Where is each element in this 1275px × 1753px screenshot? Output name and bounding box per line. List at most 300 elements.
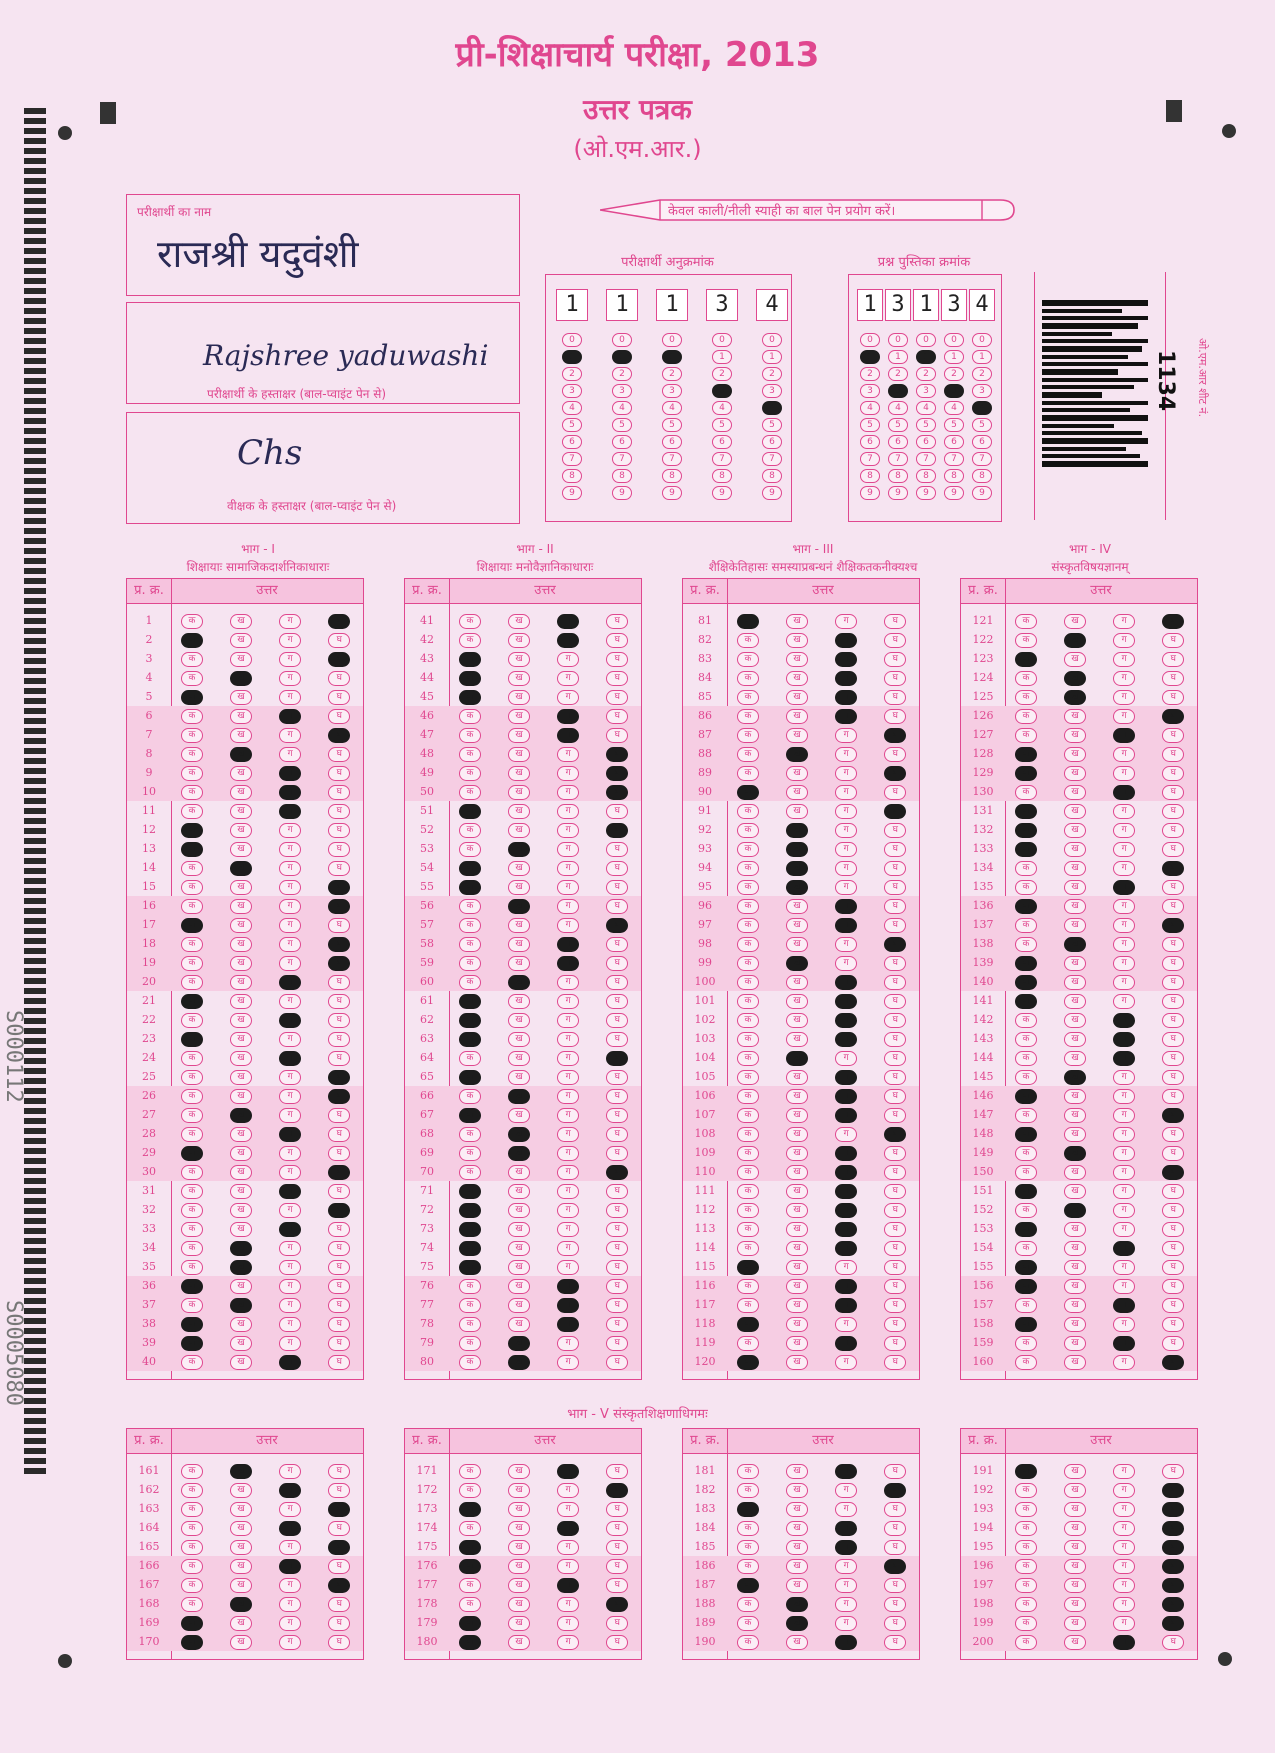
answer-bubble[interactable]: ख	[230, 861, 252, 876]
answer-bubble[interactable]: ख	[1064, 709, 1086, 724]
answer-bubble[interactable]: ग	[279, 1635, 301, 1650]
answer-bubble[interactable]: क	[181, 1051, 203, 1066]
answer-bubble[interactable]: घ	[606, 1597, 628, 1612]
roll-bubble[interactable]: 8	[562, 469, 582, 483]
answer-bubble[interactable]: ख	[230, 1108, 252, 1123]
answer-bubble[interactable]: ख	[508, 1222, 530, 1237]
answer-bubble[interactable]: घ	[606, 1127, 628, 1142]
answer-bubble[interactable]: ख	[786, 728, 808, 743]
answer-bubble[interactable]: ग	[279, 690, 301, 705]
answer-bubble[interactable]: क	[459, 747, 481, 762]
answer-bubble[interactable]: क	[181, 1483, 203, 1498]
answer-bubble[interactable]: ख	[508, 1540, 530, 1555]
answer-bubble[interactable]: क	[181, 1241, 203, 1256]
answer-bubble[interactable]: क	[1015, 899, 1037, 914]
answer-bubble[interactable]: ख	[230, 1203, 252, 1218]
answer-bubble[interactable]: ख	[786, 1578, 808, 1593]
answer-bubble[interactable]: क	[181, 1355, 203, 1370]
answer-bubble[interactable]: ग	[835, 823, 857, 838]
answer-bubble[interactable]: ग	[557, 614, 579, 629]
answer-bubble[interactable]: ख	[786, 1184, 808, 1199]
answer-bubble[interactable]: घ	[606, 1464, 628, 1479]
answer-bubble[interactable]: क	[1015, 1146, 1037, 1161]
answer-bubble[interactable]: ख	[1064, 766, 1086, 781]
answer-bubble[interactable]: क	[459, 728, 481, 743]
answer-bubble[interactable]: ख	[786, 1355, 808, 1370]
answer-bubble[interactable]: ग	[835, 804, 857, 819]
answer-bubble[interactable]: ग	[279, 747, 301, 762]
answer-bubble[interactable]: ख	[230, 899, 252, 914]
answer-bubble[interactable]: क	[737, 747, 759, 762]
answer-bubble[interactable]: क	[459, 1051, 481, 1066]
roll-bubble[interactable]: 8	[762, 469, 782, 483]
answer-bubble[interactable]: घ	[884, 652, 906, 667]
booklet-bubble[interactable]: 4	[860, 401, 880, 415]
answer-bubble[interactable]: क	[181, 975, 203, 990]
answer-bubble[interactable]: ख	[1064, 1127, 1086, 1142]
answer-bubble[interactable]: क	[181, 1540, 203, 1555]
answer-bubble[interactable]: क	[737, 1051, 759, 1066]
answer-bubble[interactable]: ख	[230, 690, 252, 705]
answer-bubble[interactable]: ख	[508, 633, 530, 648]
answer-bubble[interactable]: क	[737, 1635, 759, 1650]
answer-bubble[interactable]: ग	[557, 728, 579, 743]
answer-bubble[interactable]: क	[737, 880, 759, 895]
answer-bubble[interactable]: घ	[606, 1222, 628, 1237]
answer-bubble[interactable]: ख	[508, 1483, 530, 1498]
answer-bubble[interactable]: क	[737, 918, 759, 933]
answer-bubble[interactable]: क	[1015, 747, 1037, 762]
answer-bubble[interactable]: ख	[786, 1165, 808, 1180]
answer-bubble[interactable]: ग	[557, 1279, 579, 1294]
booklet-bubble[interactable]: 2	[916, 367, 936, 381]
answer-bubble[interactable]: ख	[786, 766, 808, 781]
answer-bubble[interactable]: क	[1015, 1578, 1037, 1593]
answer-bubble[interactable]: ग	[279, 975, 301, 990]
answer-bubble[interactable]: ग	[279, 918, 301, 933]
answer-bubble[interactable]: घ	[1162, 1051, 1184, 1066]
roll-bubble[interactable]: 2	[712, 367, 732, 381]
answer-bubble[interactable]: ग	[835, 1260, 857, 1275]
booklet-bubble[interactable]: 8	[916, 469, 936, 483]
answer-bubble[interactable]: ख	[1064, 937, 1086, 952]
answer-bubble[interactable]: ख	[230, 880, 252, 895]
answer-bubble[interactable]: ग	[835, 1597, 857, 1612]
answer-bubble[interactable]: घ	[1162, 918, 1184, 933]
answer-bubble[interactable]: ग	[835, 1635, 857, 1650]
answer-bubble[interactable]: क	[459, 861, 481, 876]
answer-bubble[interactable]: घ	[606, 1013, 628, 1028]
answer-bubble[interactable]: घ	[606, 690, 628, 705]
answer-bubble[interactable]: घ	[884, 1298, 906, 1313]
answer-bubble[interactable]: ख	[786, 747, 808, 762]
booklet-bubble[interactable]: 5	[916, 418, 936, 432]
booklet-bubble[interactable]: 8	[860, 469, 880, 483]
answer-bubble[interactable]: ख	[786, 1317, 808, 1332]
answer-bubble[interactable]: क	[1015, 633, 1037, 648]
answer-bubble[interactable]: क	[181, 1578, 203, 1593]
answer-bubble[interactable]: ग	[557, 937, 579, 952]
answer-bubble[interactable]: क	[737, 937, 759, 952]
answer-bubble[interactable]: ग	[279, 1241, 301, 1256]
answer-bubble[interactable]: क	[181, 899, 203, 914]
answer-bubble[interactable]: ग	[1113, 1336, 1135, 1351]
booklet-bubble[interactable]: 7	[972, 452, 992, 466]
answer-bubble[interactable]: ख	[230, 1578, 252, 1593]
answer-bubble[interactable]: क	[181, 804, 203, 819]
answer-bubble[interactable]: घ	[606, 709, 628, 724]
answer-bubble[interactable]: ख	[786, 633, 808, 648]
answer-bubble[interactable]: ख	[230, 1165, 252, 1180]
answer-bubble[interactable]: क	[459, 1013, 481, 1028]
booklet-bubble[interactable]: 3	[888, 384, 908, 398]
roll-bubble[interactable]: 0	[662, 333, 682, 347]
answer-bubble[interactable]: घ	[1162, 1355, 1184, 1370]
answer-bubble[interactable]: घ	[328, 1578, 350, 1593]
answer-bubble[interactable]: घ	[884, 823, 906, 838]
answer-bubble[interactable]: ग	[279, 861, 301, 876]
answer-bubble[interactable]: घ	[1162, 1032, 1184, 1047]
answer-bubble[interactable]: घ	[328, 785, 350, 800]
answer-bubble[interactable]: ग	[557, 1203, 579, 1218]
answer-bubble[interactable]: ग	[835, 1464, 857, 1479]
answer-bubble[interactable]: घ	[606, 1298, 628, 1313]
answer-bubble[interactable]: ग	[279, 1146, 301, 1161]
answer-bubble[interactable]: ग	[1113, 614, 1135, 629]
answer-bubble[interactable]: ग	[279, 1203, 301, 1218]
answer-bubble[interactable]: क	[737, 1127, 759, 1142]
answer-bubble[interactable]: घ	[606, 652, 628, 667]
answer-bubble[interactable]: क	[1015, 823, 1037, 838]
answer-bubble[interactable]: घ	[606, 804, 628, 819]
answer-bubble[interactable]: क	[459, 823, 481, 838]
answer-bubble[interactable]: ग	[557, 671, 579, 686]
answer-bubble[interactable]: क	[181, 1616, 203, 1631]
answer-bubble[interactable]: घ	[328, 1260, 350, 1275]
answer-bubble[interactable]: क	[181, 1070, 203, 1085]
answer-bubble[interactable]: क	[1015, 1317, 1037, 1332]
answer-bubble[interactable]: घ	[328, 1483, 350, 1498]
answer-bubble[interactable]: ग	[1113, 652, 1135, 667]
answer-bubble[interactable]: घ	[606, 842, 628, 857]
answer-bubble[interactable]: घ	[1162, 880, 1184, 895]
answer-bubble[interactable]: घ	[606, 633, 628, 648]
answer-bubble[interactable]: ग	[835, 1521, 857, 1536]
answer-bubble[interactable]: ख	[786, 956, 808, 971]
roll-bubble[interactable]: 5	[662, 418, 682, 432]
answer-bubble[interactable]: ख	[230, 728, 252, 743]
answer-bubble[interactable]: घ	[606, 918, 628, 933]
answer-bubble[interactable]: घ	[1162, 1184, 1184, 1199]
answer-bubble[interactable]: घ	[328, 1051, 350, 1066]
answer-bubble[interactable]: ग	[557, 1597, 579, 1612]
answer-bubble[interactable]: ग	[557, 1317, 579, 1332]
answer-bubble[interactable]: ग	[1113, 1260, 1135, 1275]
answer-bubble[interactable]: क	[181, 747, 203, 762]
answer-bubble[interactable]: ख	[1064, 785, 1086, 800]
answer-bubble[interactable]: क	[459, 1298, 481, 1313]
answer-bubble[interactable]: ग	[835, 1559, 857, 1574]
roll-bubble[interactable]: 0	[612, 333, 632, 347]
answer-bubble[interactable]: ग	[835, 785, 857, 800]
answer-bubble[interactable]: घ	[884, 918, 906, 933]
answer-bubble[interactable]: घ	[1162, 1222, 1184, 1237]
answer-bubble[interactable]: ग	[1113, 1616, 1135, 1631]
answer-bubble[interactable]: घ	[606, 1146, 628, 1161]
answer-bubble[interactable]: घ	[328, 1127, 350, 1142]
answer-bubble[interactable]: ग	[1113, 1089, 1135, 1104]
answer-bubble[interactable]: घ	[1162, 937, 1184, 952]
answer-bubble[interactable]: घ	[884, 1203, 906, 1218]
answer-bubble[interactable]: क	[459, 785, 481, 800]
answer-bubble[interactable]: घ	[328, 1222, 350, 1237]
answer-bubble[interactable]: ग	[1113, 861, 1135, 876]
roll-bubble[interactable]: 7	[662, 452, 682, 466]
answer-bubble[interactable]: ग	[557, 766, 579, 781]
booklet-bubble[interactable]: 0	[944, 333, 964, 347]
roll-bubble[interactable]: 6	[762, 435, 782, 449]
answer-bubble[interactable]: ख	[230, 804, 252, 819]
answer-bubble[interactable]: क	[459, 633, 481, 648]
answer-bubble[interactable]: ग	[557, 633, 579, 648]
answer-bubble[interactable]: ग	[835, 1241, 857, 1256]
answer-bubble[interactable]: घ	[606, 747, 628, 762]
answer-bubble[interactable]: ग	[279, 1616, 301, 1631]
answer-bubble[interactable]: क	[459, 1241, 481, 1256]
answer-bubble[interactable]: ग	[1113, 766, 1135, 781]
answer-bubble[interactable]: घ	[328, 1355, 350, 1370]
answer-bubble[interactable]: घ	[1162, 690, 1184, 705]
answer-bubble[interactable]: क	[181, 918, 203, 933]
answer-bubble[interactable]: ख	[786, 1464, 808, 1479]
answer-bubble[interactable]: क	[181, 1635, 203, 1650]
booklet-bubble[interactable]: 7	[916, 452, 936, 466]
answer-bubble[interactable]: ग	[279, 1597, 301, 1612]
answer-bubble[interactable]: ग	[279, 899, 301, 914]
answer-bubble[interactable]: क	[459, 1502, 481, 1517]
answer-bubble[interactable]: ख	[1064, 747, 1086, 762]
answer-bubble[interactable]: ग	[557, 1222, 579, 1237]
answer-bubble[interactable]: क	[1015, 1032, 1037, 1047]
booklet-bubble[interactable]: 3	[916, 384, 936, 398]
answer-bubble[interactable]: ग	[1113, 1203, 1135, 1218]
answer-bubble[interactable]: ग	[835, 1355, 857, 1370]
answer-bubble[interactable]: ख	[1064, 1013, 1086, 1028]
answer-bubble[interactable]: घ	[1162, 785, 1184, 800]
answer-bubble[interactable]: ग	[835, 1540, 857, 1555]
answer-bubble[interactable]: ख	[1064, 1070, 1086, 1085]
answer-bubble[interactable]: ग	[557, 1483, 579, 1498]
answer-bubble[interactable]: ख	[786, 937, 808, 952]
answer-bubble[interactable]: ग	[557, 1355, 579, 1370]
answer-bubble[interactable]: ख	[230, 975, 252, 990]
answer-bubble[interactable]: घ	[606, 1578, 628, 1593]
roll-bubble[interactable]: 4	[712, 401, 732, 415]
answer-bubble[interactable]: क	[181, 861, 203, 876]
answer-bubble[interactable]: क	[459, 1616, 481, 1631]
answer-bubble[interactable]: ग	[557, 918, 579, 933]
answer-bubble[interactable]: क	[459, 671, 481, 686]
answer-bubble[interactable]: ख	[786, 975, 808, 990]
answer-bubble[interactable]: ख	[1064, 956, 1086, 971]
answer-bubble[interactable]: क	[737, 1521, 759, 1536]
answer-bubble[interactable]: क	[459, 1184, 481, 1199]
answer-bubble[interactable]: क	[181, 728, 203, 743]
answer-bubble[interactable]: घ	[884, 633, 906, 648]
answer-bubble[interactable]: घ	[884, 956, 906, 971]
roll-bubble[interactable]: 5	[612, 418, 632, 432]
answer-bubble[interactable]: ख	[1064, 1203, 1086, 1218]
roll-bubble[interactable]: 4	[762, 401, 782, 415]
answer-bubble[interactable]: क	[737, 1464, 759, 1479]
answer-bubble[interactable]: घ	[606, 1355, 628, 1370]
answer-bubble[interactable]: घ	[1162, 747, 1184, 762]
answer-bubble[interactable]: क	[181, 1165, 203, 1180]
answer-bubble[interactable]: घ	[1162, 1070, 1184, 1085]
roll-bubble[interactable]: 6	[612, 435, 632, 449]
answer-bubble[interactable]: ख	[508, 1597, 530, 1612]
answer-bubble[interactable]: ख	[508, 709, 530, 724]
answer-bubble[interactable]: ख	[508, 766, 530, 781]
answer-bubble[interactable]: ख	[230, 1317, 252, 1332]
answer-bubble[interactable]: घ	[1162, 633, 1184, 648]
answer-bubble[interactable]: घ	[1162, 1165, 1184, 1180]
answer-bubble[interactable]: ख	[508, 1203, 530, 1218]
answer-bubble[interactable]: क	[1015, 1260, 1037, 1275]
answer-bubble[interactable]: क	[737, 728, 759, 743]
answer-bubble[interactable]: ख	[508, 823, 530, 838]
roll-bubble[interactable]: 2	[762, 367, 782, 381]
answer-bubble[interactable]: ग	[1113, 804, 1135, 819]
answer-bubble[interactable]: क	[181, 1260, 203, 1275]
roll-bubble[interactable]: 4	[612, 401, 632, 415]
answer-bubble[interactable]: ग	[1113, 728, 1135, 743]
answer-bubble[interactable]: ग	[835, 747, 857, 762]
answer-bubble[interactable]: घ	[328, 1336, 350, 1351]
answer-bubble[interactable]: घ	[606, 1336, 628, 1351]
roll-bubble[interactable]: 5	[562, 418, 582, 432]
answer-bubble[interactable]: क	[737, 1502, 759, 1517]
answer-bubble[interactable]: ख	[230, 1464, 252, 1479]
answer-bubble[interactable]: ग	[557, 1165, 579, 1180]
answer-bubble[interactable]: ख	[1064, 1616, 1086, 1631]
answer-bubble[interactable]: ख	[1064, 1260, 1086, 1275]
answer-bubble[interactable]: घ	[884, 899, 906, 914]
answer-bubble[interactable]: ग	[835, 1336, 857, 1351]
answer-bubble[interactable]: क	[459, 709, 481, 724]
answer-bubble[interactable]: ग	[279, 1108, 301, 1123]
answer-bubble[interactable]: घ	[606, 861, 628, 876]
answer-bubble[interactable]: घ	[1162, 823, 1184, 838]
answer-bubble[interactable]: ग	[279, 1521, 301, 1536]
answer-bubble[interactable]: घ	[328, 937, 350, 952]
answer-bubble[interactable]: ग	[279, 1089, 301, 1104]
roll-bubble[interactable]: 9	[562, 486, 582, 500]
roll-bubble[interactable]: 1	[612, 350, 632, 364]
answer-bubble[interactable]: घ	[884, 1013, 906, 1028]
answer-bubble[interactable]: घ	[884, 747, 906, 762]
answer-bubble[interactable]: ग	[279, 823, 301, 838]
booklet-bubble[interactable]: 4	[972, 401, 992, 415]
answer-bubble[interactable]: ख	[1064, 690, 1086, 705]
answer-bubble[interactable]: क	[181, 823, 203, 838]
answer-bubble[interactable]: घ	[328, 1089, 350, 1104]
answer-bubble[interactable]: ख	[230, 956, 252, 971]
answer-bubble[interactable]: क	[737, 975, 759, 990]
answer-bubble[interactable]: घ	[606, 1051, 628, 1066]
answer-bubble[interactable]: ख	[230, 671, 252, 686]
answer-bubble[interactable]: ग	[835, 1279, 857, 1294]
answer-bubble[interactable]: ख	[1064, 918, 1086, 933]
roll-bubble[interactable]: 7	[612, 452, 632, 466]
answer-bubble[interactable]: ख	[786, 1013, 808, 1028]
answer-bubble[interactable]: ग	[835, 918, 857, 933]
answer-bubble[interactable]: ख	[786, 1336, 808, 1351]
answer-bubble[interactable]: ग	[1113, 994, 1135, 1009]
answer-bubble[interactable]: घ	[606, 1260, 628, 1275]
answer-bubble[interactable]: क	[737, 1578, 759, 1593]
answer-bubble[interactable]: क	[181, 1502, 203, 1517]
answer-bubble[interactable]: घ	[1162, 1089, 1184, 1104]
answer-bubble[interactable]: घ	[884, 1108, 906, 1123]
answer-bubble[interactable]: घ	[328, 1597, 350, 1612]
answer-bubble[interactable]: ख	[508, 861, 530, 876]
answer-bubble[interactable]: ख	[508, 1146, 530, 1161]
answer-bubble[interactable]: ग	[279, 728, 301, 743]
answer-bubble[interactable]: घ	[328, 1108, 350, 1123]
answer-bubble[interactable]: क	[459, 880, 481, 895]
answer-bubble[interactable]: घ	[884, 1597, 906, 1612]
booklet-bubble[interactable]: 5	[944, 418, 964, 432]
answer-bubble[interactable]: ख	[508, 1165, 530, 1180]
answer-bubble[interactable]: ख	[508, 994, 530, 1009]
roll-bubble[interactable]: 5	[762, 418, 782, 432]
answer-bubble[interactable]: क	[459, 1317, 481, 1332]
answer-bubble[interactable]: ख	[786, 1146, 808, 1161]
roll-bubble[interactable]: 2	[612, 367, 632, 381]
answer-bubble[interactable]: क	[181, 1336, 203, 1351]
answer-bubble[interactable]: क	[1015, 1483, 1037, 1498]
answer-bubble[interactable]: ग	[557, 1578, 579, 1593]
answer-bubble[interactable]: घ	[328, 652, 350, 667]
answer-bubble[interactable]: ग	[1113, 1521, 1135, 1536]
answer-bubble[interactable]: ख	[786, 1241, 808, 1256]
answer-bubble[interactable]: घ	[328, 975, 350, 990]
answer-bubble[interactable]: क	[1015, 1279, 1037, 1294]
answer-bubble[interactable]: ग	[1113, 842, 1135, 857]
answer-bubble[interactable]: क	[1015, 766, 1037, 781]
answer-bubble[interactable]: घ	[328, 1070, 350, 1085]
answer-bubble[interactable]: ग	[1113, 1464, 1135, 1479]
answer-bubble[interactable]: घ	[884, 1184, 906, 1199]
answer-bubble[interactable]: घ	[884, 1165, 906, 1180]
answer-bubble[interactable]: क	[737, 1540, 759, 1555]
answer-bubble[interactable]: घ	[328, 747, 350, 762]
answer-bubble[interactable]: क	[459, 1203, 481, 1218]
answer-bubble[interactable]: ग	[1113, 633, 1135, 648]
answer-bubble[interactable]: ख	[230, 1616, 252, 1631]
answer-bubble[interactable]: क	[1015, 1336, 1037, 1351]
booklet-bubble[interactable]: 6	[916, 435, 936, 449]
answer-bubble[interactable]: घ	[328, 1464, 350, 1479]
answer-bubble[interactable]: क	[1015, 1108, 1037, 1123]
answer-bubble[interactable]: ग	[557, 747, 579, 762]
answer-bubble[interactable]: ख	[786, 1540, 808, 1555]
answer-bubble[interactable]: ग	[557, 804, 579, 819]
answer-bubble[interactable]: घ	[1162, 1502, 1184, 1517]
answer-bubble[interactable]: ग	[279, 956, 301, 971]
answer-bubble[interactable]: क	[737, 1483, 759, 1498]
